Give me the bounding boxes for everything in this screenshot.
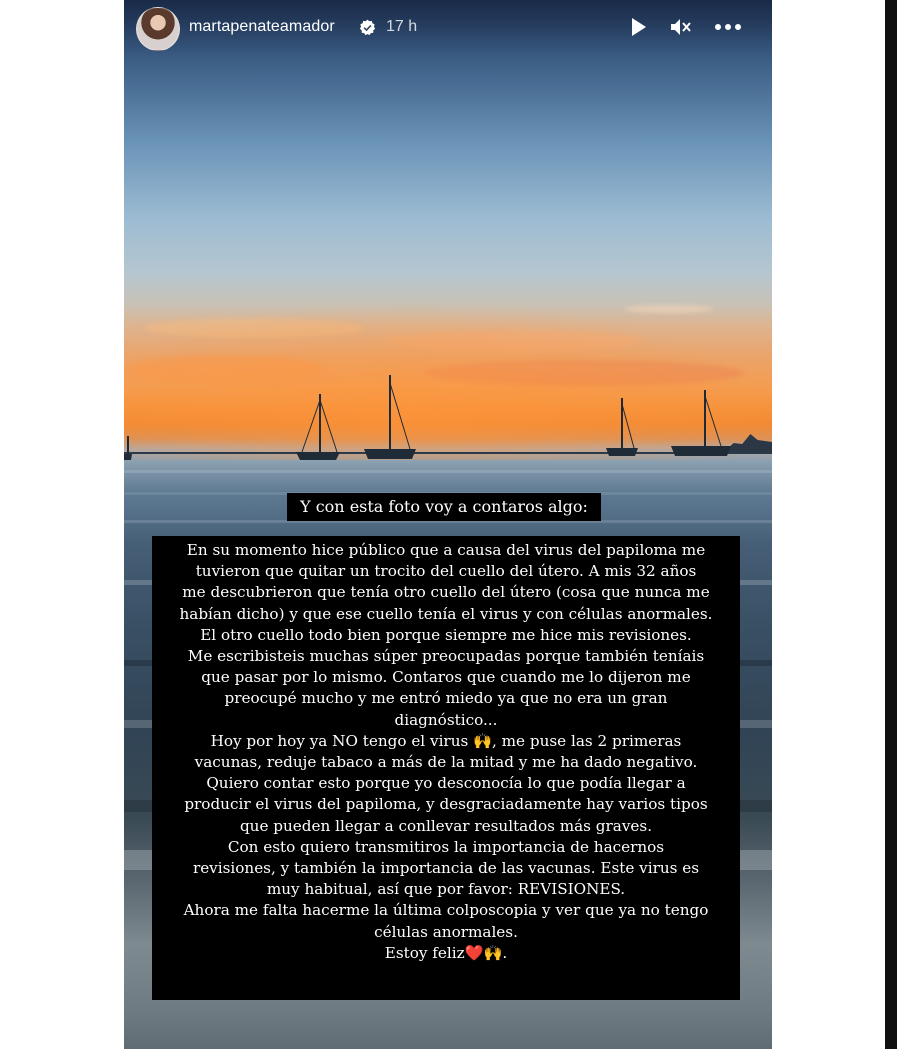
story-caption-body: [152, 536, 740, 1000]
mute-icon[interactable]: [669, 16, 691, 38]
username[interactable]: martapenateamador: [189, 18, 335, 35]
caption-line: que pueden llegar a conllevar resultados más graves.: [239, 816, 653, 835]
caption-line: células anormales.: [374, 922, 518, 941]
caption-line: En su momento hice público que a causa del virus del papiloma me: [186, 541, 706, 559]
caption-line: revisiones, y también la importancia de las vacunas. Este virus es: [192, 859, 700, 878]
caption-line: preocupé mucho y me entró miedo ya que no era un gran: [224, 689, 668, 708]
play-icon[interactable]: [627, 16, 649, 38]
caption-line: vacunas, reduje tabaco a más de la mitad y me ha dado negativo.: [194, 753, 698, 772]
wave: [124, 470, 772, 473]
caption-line: Me escribisteis muchas súper preocupadas porque también teníais: [187, 647, 705, 666]
caption-line: que pasar por lo mismo. Contaros que cuando me lo dijeron me: [201, 668, 691, 687]
caption-line: Estoy feliz❤️🙌.: [384, 943, 508, 962]
caption-line: Hoy por hoy ya NO tengo el virus 🙌, me puse las 2 primeras: [210, 731, 682, 750]
caption-line: habían dicho) y que ese cuello tenía el virus y con células anormales.: [179, 604, 713, 623]
caption-line: tuvieron que quitar un trocito del cuello del útero. A mis 32 años: [195, 562, 697, 581]
post-time: 17 h: [386, 18, 418, 35]
story-header: [124, 0, 772, 56]
caption-line: me descubrieron que tenía otro cuello del útero (cosa que nunca me: [182, 583, 710, 602]
sailboat: [362, 373, 418, 461]
verified-badge-icon: [359, 19, 376, 36]
caption-line: diagnóstico...: [394, 710, 498, 729]
caption-line: Quiero contar esto porque yo desconocía lo que podía llegar a: [206, 774, 686, 793]
sailboat: [604, 396, 640, 460]
sailboat: [124, 436, 134, 462]
sailboat: [669, 388, 733, 460]
avatar[interactable]: [136, 7, 180, 51]
caption-line: Con esto quiero transmitiros la importancia de hacernos: [227, 837, 665, 856]
caption-lines: [152, 536, 740, 964]
story-viewer[interactable]: [124, 0, 772, 1049]
more-options-icon[interactable]: [714, 16, 742, 38]
caption-line: producir el virus del papiloma, y desgraciadamente hay varios tipos: [184, 795, 708, 814]
page-edge: [885, 0, 897, 1049]
story-caption-title: Y con esta foto voy a contaros algo:: [287, 493, 601, 521]
caption-line: muy habitual, así que por favor: REVISIONES.: [266, 880, 626, 899]
caption-line: El otro cuello todo bien porque siempre me hice mis revisiones.: [200, 625, 692, 644]
caption-line: Ahora me falta hacerme la última colposcopia y ver que ya no tengo: [183, 901, 709, 920]
sailboat: [292, 392, 342, 462]
